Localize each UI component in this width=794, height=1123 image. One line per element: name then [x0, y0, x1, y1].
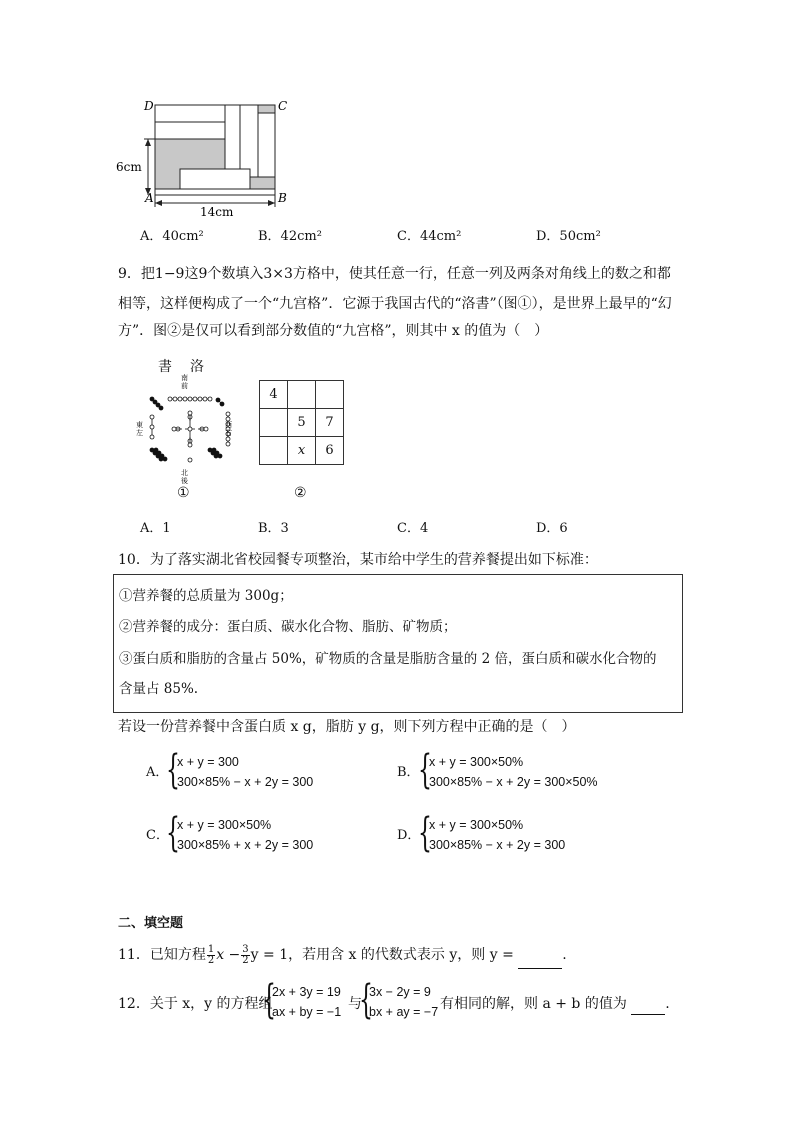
hollow-dot [203, 397, 207, 401]
q9-line-2: 相等，这样便构成了一个“九宫格”．它源于我国古代的“洛書”（图①），是世界上最早的“幻 [118, 296, 672, 312]
q10-b-eq1: x + y = 300×50% [429, 755, 524, 769]
grid-cell: 5 [288, 409, 316, 437]
q10-box-line-1: ①营养餐的总质量为 300g； [119, 588, 293, 604]
svg-text:右: 右 [225, 429, 232, 437]
answer-blank[interactable] [631, 994, 665, 1015]
q12-s2-eq2: bx + ay = −7 [369, 1005, 439, 1019]
brace-icon: { [359, 977, 373, 1023]
grid-cell: 6 [316, 437, 344, 465]
label-b: B [278, 191, 287, 205]
q8-option-a[interactable]: A．40cm² [140, 229, 204, 244]
height-label: 6cm [116, 160, 142, 174]
label-d: D [144, 99, 154, 113]
q10-stem: 10．为了落实湖北省校园餐专项整治，某市给中学生的营养餐提出如下标准： [118, 552, 598, 568]
q9-line-1: 9．把1−9这9个数填入3×3方格中，使其任意一行，任意一列及两条对角线上的数之和都 [118, 266, 671, 282]
q8-option-b[interactable]: B．42cm² [258, 229, 322, 244]
q10-a-eq1: x + y = 300 [177, 755, 239, 769]
north-label: 北 [181, 469, 188, 477]
q10-option-d-label[interactable]: D． [397, 828, 421, 843]
hollow-dot [172, 427, 176, 431]
q9-option-d[interactable]: D．6 [536, 521, 568, 536]
q8-option-c[interactable]: C．44cm² [397, 229, 462, 244]
hollow-dot [226, 437, 230, 441]
svg-text:後: 後 [181, 477, 188, 485]
grid-cell [288, 381, 316, 409]
label-c: C [278, 99, 288, 113]
gray-region-bottom-right [250, 177, 275, 189]
hollow-dot [226, 442, 230, 446]
q9-option-c[interactable]: C．4 [397, 521, 429, 536]
hollow-dot [188, 443, 192, 447]
section-title: 二、填空题 [118, 915, 184, 930]
hollow-dot [188, 427, 192, 431]
q10-a-eq2: 300×85% − x + 2y = 300 [177, 775, 314, 789]
fig2-label: ② [294, 485, 307, 501]
grid-cell: 4 [260, 381, 288, 409]
brace-icon: { [166, 747, 180, 793]
west-label: 西 [225, 421, 232, 429]
filled-dot [159, 406, 163, 410]
hollow-dot [150, 415, 154, 419]
q12-s1-eq2: ax + by = −1 [272, 1005, 342, 1019]
q11-mid: x − [216, 947, 241, 963]
brace-icon: { [166, 810, 180, 856]
grid-cell [260, 409, 288, 437]
q10-box-line-4: 含量占 85%. [119, 681, 199, 697]
hollow-dot [188, 411, 192, 415]
svg-text:前: 前 [181, 382, 188, 390]
hollow-dot [168, 397, 172, 401]
hollow-dot [193, 397, 197, 401]
q11-suffix: y = 1，若用含 x 的代数式表示 y，则 y = [250, 947, 514, 963]
q9-option-b[interactable]: B．3 [258, 521, 289, 536]
label-a: A [145, 191, 154, 205]
hollow-dot [188, 458, 192, 462]
filled-dot [220, 402, 224, 406]
hollow-dot [198, 397, 202, 401]
fig1-label: ① [177, 485, 190, 501]
filled-dot [216, 398, 220, 402]
q12-s2-eq1: 3x − 2y = 9 [369, 985, 431, 999]
hollow-dot [150, 425, 154, 429]
q12-prefix: 12．关于 x，y 的方程组 [118, 996, 273, 1012]
brace-icon: { [418, 810, 432, 856]
grid-cell [260, 437, 288, 465]
hollow-dot [150, 435, 154, 439]
q10-c-eq1: x + y = 300×50% [177, 818, 272, 832]
brace-icon: { [418, 747, 432, 793]
grid-cell [316, 381, 344, 409]
q10-d-eq2: 300×85% − x + 2y = 300 [429, 838, 566, 852]
answer-blank[interactable] [518, 942, 562, 969]
q10-c-eq2: 300×85% + x + 2y = 300 [177, 838, 314, 852]
south-label: 南 [181, 374, 188, 382]
hollow-dot [226, 412, 230, 416]
luoshu-title: 書 洛 [158, 359, 206, 375]
hollow-dot [204, 427, 208, 431]
east-label: 東 [136, 421, 143, 429]
q11-line: 11．已知方程 $\frac{1}{2}$ x − $\frac{3}{2}$ y = 1，若用含 x 的代数式表示 y，则 y = . [118, 942, 567, 969]
q11-prefix: 11．已知方程 [118, 947, 206, 963]
grid-cell: 7 [316, 409, 344, 437]
hollow-dot [178, 397, 182, 401]
hollow-dot [183, 397, 187, 401]
q8-figure [110, 95, 295, 220]
q12-suffix: 有相同的解，则 a + b 的值为 [440, 996, 627, 1012]
brace-icon: { [262, 977, 276, 1023]
q10-option-b-label[interactable]: B． [397, 765, 420, 780]
q12-suffix-line: 有相同的解，则 a + b 的值为 . [440, 994, 670, 1015]
q10-b-eq2: 300×85% − x + 2y = 300×50% [429, 775, 598, 789]
q10-option-c-label[interactable]: C． [146, 828, 169, 843]
svg-text:左: 左 [136, 429, 143, 437]
q8-option-d[interactable]: D．50cm² [536, 229, 601, 244]
filled-dot [218, 454, 222, 458]
fraction: $\frac{3}{2}$ [242, 943, 249, 966]
q12-mid: 与 [348, 996, 362, 1012]
grid-cell: x [288, 437, 316, 465]
hollow-dot [173, 397, 177, 401]
q12-s1-eq1: 2x + 3y = 19 [272, 985, 341, 999]
luoshu-diagram [130, 372, 250, 502]
gray-region-corner [258, 105, 275, 113]
width-label: 14cm [200, 205, 234, 219]
hollow-dot [208, 397, 212, 401]
q10-question: 若设一份营养餐中含蛋白质 x g，脂肪 y g，则下列方程中正确的是（ ） [118, 719, 576, 735]
hollow-dot [188, 397, 192, 401]
q10-option-a-label[interactable]: A． [146, 765, 169, 780]
q10-box-line-2: ②营养餐的成分：蛋白质、碳水化合物、脂肪、矿物质； [119, 619, 457, 635]
filled-dot [163, 457, 167, 461]
fraction: $\frac{1}{2}$ [207, 943, 215, 966]
q9-line-3: 方”．图②是仅可以看到部分数值的“九宫格”，则其中 x 的值为（ ） [118, 323, 549, 339]
q9-option-a[interactable]: A．1 [140, 521, 171, 536]
q10-box-line-3: ③蛋白质和脂肪的含量占 50%，矿物质的含量是脂肪含量的 2 倍，蛋白质和碳水化合物的 [119, 651, 657, 667]
q10-d-eq1: x + y = 300×50% [429, 818, 524, 832]
nine-grid [259, 380, 344, 465]
